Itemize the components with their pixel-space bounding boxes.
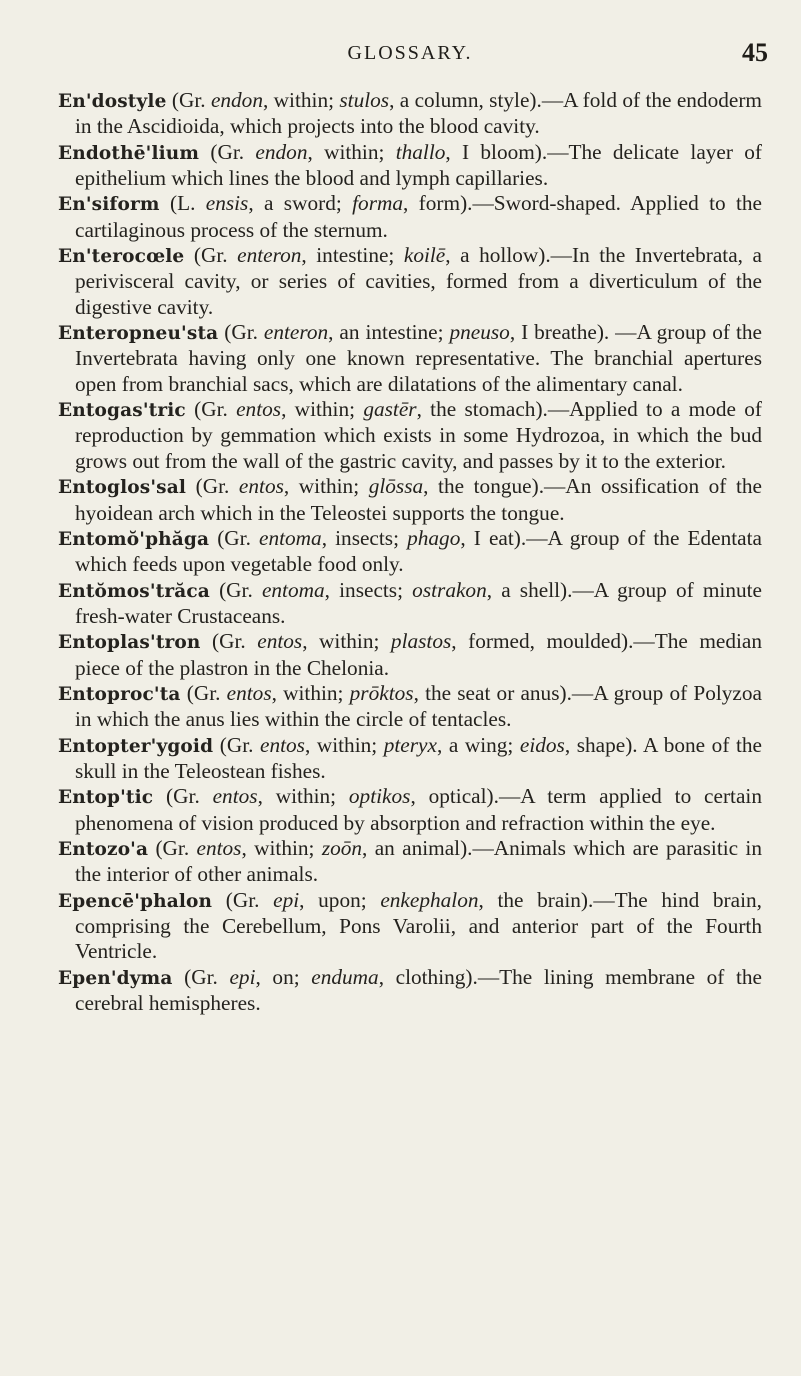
glossary-entry [58,88,762,140]
entry-text: (Gr. [166,88,211,112]
entry-text: , upon; [299,887,381,912]
entry-etymon: entoma [259,525,322,550]
glossary-entry [58,526,762,578]
entry-etymon: entoma [261,577,325,602]
entry-etymon: pneuso [449,320,510,345]
entry-etymon: thallo [395,139,446,164]
entry-text: , within; [304,732,384,757]
entry-text: (Gr. [148,835,197,860]
entry-text: (Gr. [184,243,238,268]
running-title: GLOSSARY. [347,42,473,64]
entry-text: , I eat).—A group of the Edentata which feeds upon vegetable food only. [75,525,762,577]
entry-text: , clothing).—The lining membrane of the cerebral hemispheres. [75,964,762,1016]
entry-etymon: enteron [237,243,302,268]
glossary-entry [58,191,762,243]
entry-text: , form).—Sword-shaped. Applied to the cartilaginous process of the sternum. [75,191,762,242]
entry-etymon: eidos [519,732,565,757]
entry-text: (Gr. [199,139,256,164]
entry-text: , a hollow).—In the Invertebrata, a perivisceral cavity, or series of cavities, formed from a diverticulum of the digestive cavity. [75,243,762,319]
entry-text: , formed, moulded).—The median piece of the plastron in the Chelonia. [75,629,762,680]
glossary-entry [58,784,762,836]
entry-text: (Gr. [212,887,274,912]
entry-term: Endothē'lium [58,142,200,164]
entry-etymon: enkephalon [380,887,479,912]
entry-text: , within; [307,139,396,164]
entry-text: (Gr. [185,397,237,422]
entry-text: (Gr. [186,474,239,499]
entry-text: , within; [283,474,369,499]
glossary-entry [58,140,762,192]
entry-etymon: entos [260,732,305,757]
entry-etymon: epi [273,887,300,912]
entry-text: , a shell).—A group of minute fresh-water Crustaceans. [75,577,762,628]
entry-etymon: entos [226,680,272,705]
glossary-entry [58,629,762,681]
entry-term: En'siform [58,194,160,216]
entry-term: Entomŏ'phăga [58,528,210,550]
entry-term: Entop'tic [58,787,154,809]
entry-text: , within; [257,784,349,809]
entry-etymon: entos [212,784,258,809]
glossary-entry [58,681,762,733]
entry-text: , the seat or anus).—A group of Polyzoa in which the anus lies within the circle of tentacles. [75,680,762,732]
entry-term: Entozo'a [58,838,149,860]
glossary-entry [58,578,762,630]
entry-term: Epencē'phalon [58,890,213,912]
entry-term: Entogas'tric [58,400,186,422]
entry-term: Entoproc'ta [58,683,181,705]
entry-etymon: entos [236,397,282,422]
entry-etymon: phago [407,525,461,550]
entry-term: Enteropneu'sta [58,323,219,345]
entry-text: , a column, style).—A fold of the endoderm in the Ascidioida, which projects into the blood cavity. [75,88,762,139]
entry-term: Entoplas'tron [58,632,201,654]
entry-text: , the brain).—The hind brain, comprising the Cerebellum, Pons Varolii, and anterior part of the Fourth Ventricle. [75,887,762,964]
entry-etymon: enduma [311,964,379,989]
entry-term: Entŏmos'trăca [58,580,210,602]
entry-text: , within; [302,629,391,654]
entry-text: (Gr. [218,320,264,345]
entry-etymon: zoōn [321,835,363,860]
glossary-entry [58,836,762,888]
glossary-entry [58,965,762,1017]
entry-etymon: entos [238,474,284,499]
entry-text: (Gr. [200,629,258,654]
entry-etymon: enteron [263,320,329,345]
entry-etymon: optikos [348,784,411,809]
glossary-entry [58,320,762,397]
entry-text: , shape). A bone of the skull in the Teleostean fishes. [75,732,762,783]
entry-text: (Gr. [209,577,262,602]
entry-text: , the tongue).—An ossification of the hyoidean arch which in the Teleostei supports the tongue. [75,474,762,525]
page-number: 45 [742,38,768,67]
glossary-page [58,38,768,1356]
entry-etymon: endon [210,88,263,112]
entry-etymon: ostrakon [412,577,487,602]
entry-text: , within; [281,397,364,422]
entry-etymon: epi [229,964,256,989]
entry-etymon: stulos [339,88,390,112]
entry-etymon: pteryx [383,732,437,757]
entry-text: , an animal).—Animals which are parasitic in the interior of other animals. [75,835,762,887]
glossary-entry [58,474,762,526]
glossary-entry [58,243,762,320]
entry-etymon: ensis [205,191,249,216]
entry-etymon: plastos [390,629,452,654]
entry-etymon: entos [257,629,303,654]
entry-text: , a wing; [436,732,520,757]
entry-text: , I bloom).—The delicate layer of epithelium which lines the blood and lymph capillaries. [75,139,762,191]
entry-term: En'terocœle [58,246,185,268]
glossary-entry [58,397,762,474]
entry-text: (Gr. [153,784,213,809]
entry-text: , on; [255,964,312,989]
entry-etymon: gastēr [363,397,417,422]
entry-text: , a sword; [248,191,353,216]
entry-text: (Gr. [180,680,227,705]
entry-term: Entoglos'sal [58,477,187,499]
entry-text: , within; [241,835,322,860]
entry-text: , within; [262,88,340,112]
entry-text: , optical).—A term applied to certain phenomena of vision produced by absorption and refraction within the eye. [75,784,762,835]
entry-etymon: prōktos [349,680,414,705]
entry-text: , intestine; [301,243,404,268]
entry-etymon: endon [255,139,308,164]
glossary-entry [58,888,762,965]
entry-text: , within; [271,680,350,705]
glossary-entries [58,88,762,1016]
entry-etymon: entos [196,835,242,860]
entry-term: Entopter'ygoid [58,735,214,757]
entry-text: (Gr. [209,525,260,550]
entry-etymon: koilē [403,243,446,268]
entry-text: , the stomach).—Applied to a mode of reproduction by gemmation which exists in some Hydrozoa, in which the bud grows out from the wall of the gastric cavity, and passes by it to the exterior. [75,397,762,473]
entry-text: (Gr. [213,732,260,757]
glossary-entry [58,733,762,785]
entry-etymon: forma [352,191,404,216]
entry-text: (L. [159,191,206,216]
entry-term: En'dostyle [58,91,167,112]
entry-text: (Gr. [172,964,230,989]
entry-text: , an intestine; [328,320,450,345]
entry-text: , insects; [321,525,408,550]
entry-term: Epen'dyma [58,967,173,989]
entry-text: , insects; [324,577,413,602]
page-header [58,38,768,78]
entry-text: , I breathe). —A group of the Invertebrata having only one known representative. The branchial apertures open from branchial sacs, which are dilatations of the alimentary canal. [75,320,762,396]
entry-etymon: glōssa [368,474,424,499]
